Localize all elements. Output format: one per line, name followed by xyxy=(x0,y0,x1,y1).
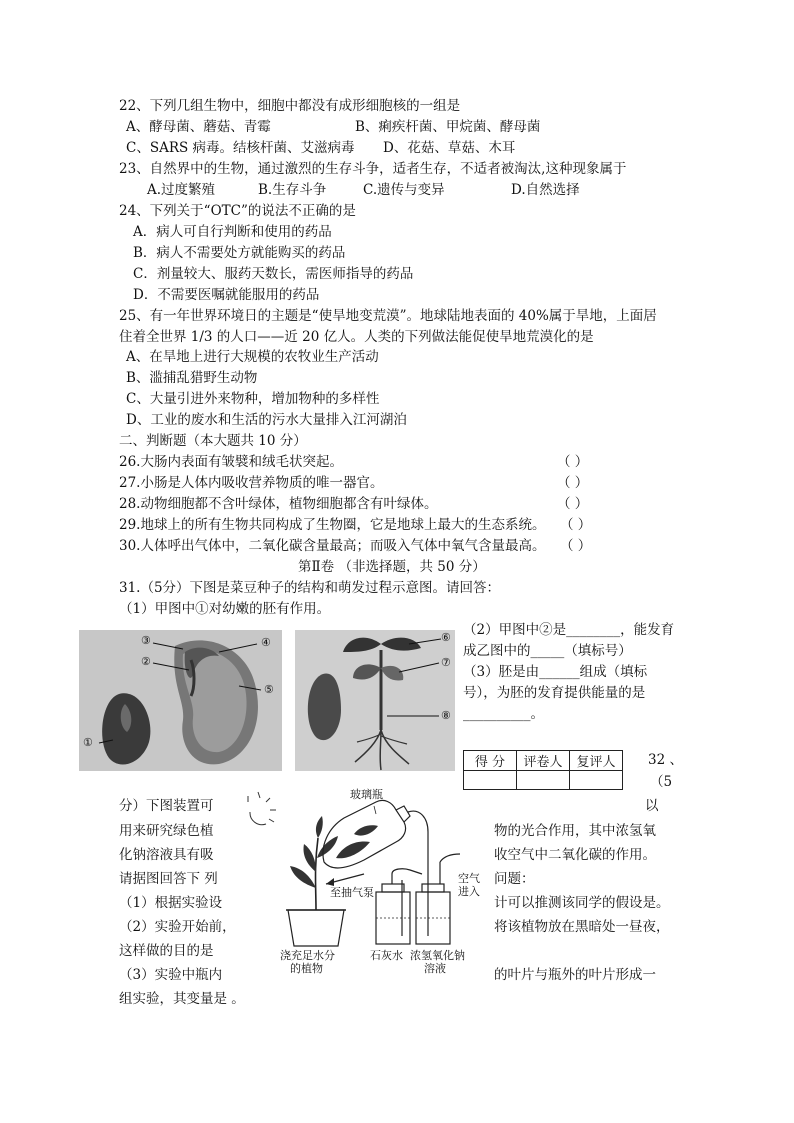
q25-option-d: D、工业的废水和生活的污水大量排入江河湖泊 xyxy=(126,412,407,428)
q23-option-a: A.过度繁殖 xyxy=(147,182,216,198)
q32-line2-left: 用来研究绿色植 xyxy=(119,823,214,839)
seed-label-5: ⑤ xyxy=(264,683,274,696)
q32-line4-right: 问题： xyxy=(494,871,535,887)
q32-score: （5 xyxy=(650,774,673,790)
germ-label-8: ⑧ xyxy=(441,709,451,722)
seed-structure-figure xyxy=(79,630,282,771)
germ-label-6: ⑥ xyxy=(441,631,451,644)
q23-stem: 23、自然界中的生物，通过激烈的生存斗争，适者生存，不适者被淘汰,这种现象属于 xyxy=(119,161,627,177)
seed-label-4: ④ xyxy=(261,636,271,649)
q25-stem-line1: 25、有一年世界环境日的主题是“使旱地变荒漠”。地球陆地表面的 40%属于旱地，上面居 xyxy=(119,308,657,324)
q23-option-c: C.遗传与变异 xyxy=(363,182,445,198)
reviewer-cell[interactable] xyxy=(570,771,623,790)
q23-option-d: D.自然选择 xyxy=(511,182,580,198)
judge-blank-26: （ ） xyxy=(557,454,589,470)
photosynthesis-apparatus-figure xyxy=(244,788,492,978)
germination-figure xyxy=(295,630,455,771)
q22-option-d: D、花菇、草菇、木耳 xyxy=(383,140,516,156)
q31-sub2-line2: 成乙图中的_____（填标号） xyxy=(463,643,632,659)
q31-sub3-line2: 号），为胚的发育提供能量的是 xyxy=(463,685,646,701)
reviewer-header: 复评人 xyxy=(570,751,623,771)
q32-line7-left: 这样做的目的是 xyxy=(119,943,214,959)
q32-line3-right: 收空气中二氧化碳的作用。 xyxy=(494,847,656,863)
label-watered-plant-1: 浇充足水分 xyxy=(280,949,335,962)
section2-title: 二、判断题（本大题共 10 分） xyxy=(119,433,307,449)
q32-line6-right: 将该植物放在黑暗处一昼夜， xyxy=(494,919,670,935)
label-watered-plant-2: 的植物 xyxy=(290,962,323,975)
q25-option-b: B、滥捕乱猎野生动物 xyxy=(126,370,258,386)
label-air: 空气 xyxy=(458,872,480,885)
q32-line3-left: 化钠溶液具有吸 xyxy=(119,847,214,863)
judge-item-30: 30.人体呼出气体中，二氧化碳含量最高；而吸入气体中氧气含量最高。 xyxy=(119,538,546,554)
grader-header: 评卷人 xyxy=(517,751,570,771)
seed-label-2: ② xyxy=(141,655,151,668)
judge-item-29: 29.地球上的所有生物共同构成了生物圈，它是地球上最大的生态系统。 xyxy=(119,517,546,533)
q31-sub1: （1）甲图中①对幼嫩的胚有作用。 xyxy=(119,601,331,617)
label-naoh-1: 浓氢氧化钠 xyxy=(410,949,465,962)
q31-sub2-line1: （2）甲图中②是________，能发育 xyxy=(463,622,675,638)
q25-stem-line2: 住着全世界 1/3 的人口——近 20 亿人。人类的下列做法能促使旱地荒漠化的是 xyxy=(119,329,594,345)
q32-line2-right: 物的光合作用，其中浓氢氧 xyxy=(494,823,656,839)
label-glass-bottle: 玻璃瓶 xyxy=(350,788,383,801)
q31-sub3-line3: __________。 xyxy=(463,706,544,722)
score-table xyxy=(463,750,623,790)
q22-option-b: B、痢疾杆菌、甲烷菌、酵母菌 xyxy=(355,119,541,135)
grader-cell[interactable] xyxy=(517,771,570,790)
part2-title: 第Ⅱ卷 （非选择题，共 50 分） xyxy=(298,559,486,575)
label-to-pump: 至抽气泵 xyxy=(330,886,374,899)
q25-option-c: C、大量引进外来物种，增加物种的多样性 xyxy=(126,391,380,407)
judge-item-28: 28.动物细胞都不含叶绿体，植物细胞都含有叶绿体。 xyxy=(119,496,438,512)
q31-sub3-line1: （3）胚是由______组成（填标 xyxy=(463,664,648,680)
q24-option-b: B．病人不需要处方就能购买的药品 xyxy=(133,245,346,261)
q32-line6-left: （2）实验开始前， xyxy=(119,919,236,935)
judge-blank-29: （ ） xyxy=(560,517,592,533)
q32-line9-left: 组实验，其变量是 。 xyxy=(119,991,245,1007)
score-header: 得 分 xyxy=(464,751,517,771)
q23-option-b: B.生存斗争 xyxy=(258,182,327,198)
q24-stem: 24、下列关于“OTC”的说法不正确的是 xyxy=(119,203,356,219)
q32-line1-left: 分）下图装置可 xyxy=(119,798,214,814)
judge-blank-28: （ ） xyxy=(557,496,589,512)
q24-option-d: D．不需要医嘱就能服用的药品 xyxy=(133,287,320,303)
q24-option-c: C．剂量较大、服药天数长，需医师指导的药品 xyxy=(133,266,414,282)
q24-option-a: A．病人可自行判断和使用的药品 xyxy=(133,224,332,240)
judge-blank-27: （ ） xyxy=(557,475,589,491)
sun-icon xyxy=(248,792,276,825)
judge-item-26: 26.大肠内表面有皱襞和绒毛状突起。 xyxy=(119,454,343,470)
q22-stem: 22、下列几组生物中，细胞中都没有成形细胞核的一组是 xyxy=(119,98,461,114)
q32-line5-left: （1）根据实验设 xyxy=(119,895,223,911)
seed-label-1: ① xyxy=(83,736,93,749)
q32-line5-right: 计可以推测该同学的假设是。 xyxy=(494,895,670,911)
q32-line1-right: 以 xyxy=(645,798,659,814)
label-enter: 进入 xyxy=(458,885,480,898)
q22-option-c: C、SARS 病毒。结核杆菌、艾滋病毒 xyxy=(126,140,355,156)
q32-number: 32 、 xyxy=(648,752,683,768)
judge-item-27: 27.小肠是人体内吸收营养物质的唯一器官。 xyxy=(119,475,384,491)
q32-line4-left: 请据图回答下 列 xyxy=(119,871,218,887)
judge-blank-30: （ ） xyxy=(560,538,592,554)
seed-label-3: ③ xyxy=(141,634,151,647)
label-naoh-2: 溶液 xyxy=(424,962,446,975)
germ-label-7: ⑦ xyxy=(441,656,451,669)
q22-option-a: A、酵母菌、蘑菇、青霉 xyxy=(126,119,271,135)
label-lime-water: 石灰水 xyxy=(370,949,403,962)
q25-option-a: A、在旱地上进行大规模的农牧业生产活动 xyxy=(126,349,379,365)
q32-line8-right: 的叶片与瓶外的叶片形成一 xyxy=(494,967,656,983)
score-cell[interactable] xyxy=(464,771,517,790)
q32-line8-left: （3）实验中瓶内 xyxy=(119,967,223,983)
q31-stem: 31.（5分）下图是菜豆种子的结构和萌发过程示意图。请回答： xyxy=(119,580,501,596)
